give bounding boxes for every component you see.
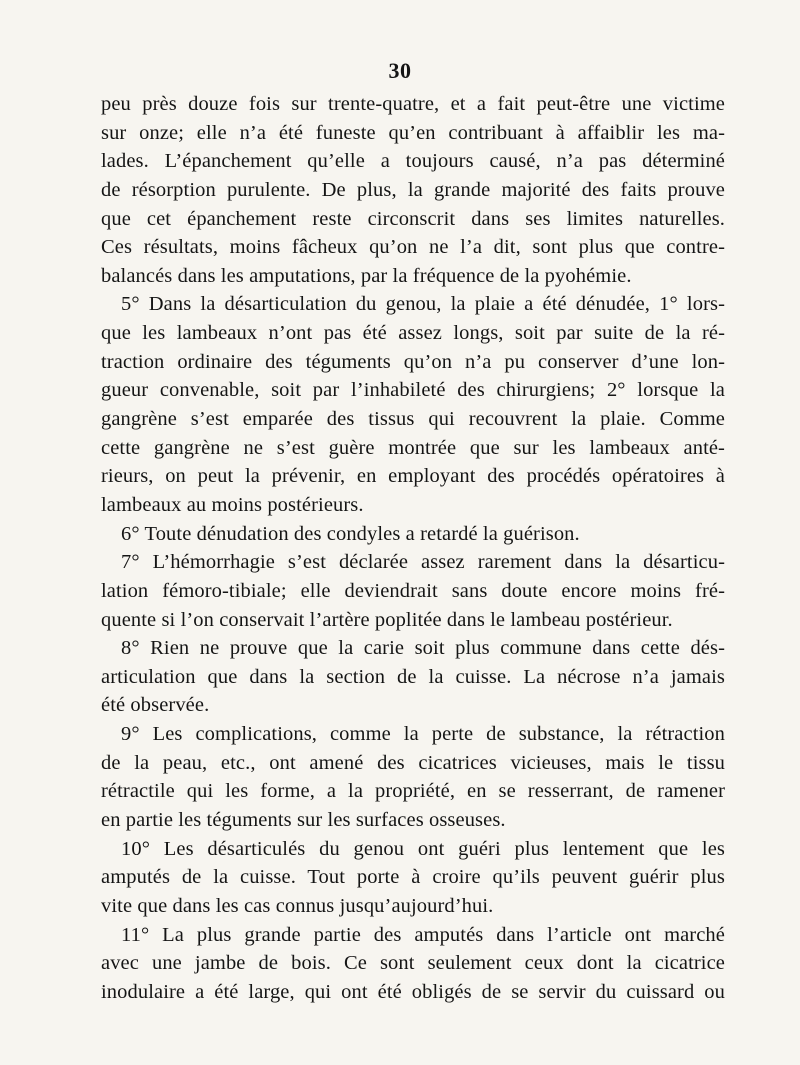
- text-line: 9° Les complications, comme la perte de substance, la rétraction: [121, 723, 725, 746]
- text-line: 7° L’hémorrhagie s’est déclarée assez rarement dans la désarticu-: [121, 551, 725, 574]
- text-line: 6° Toute dénudation des condyles a retardé la guérison.: [121, 522, 580, 545]
- text-line: que cet épanchement reste circonscrit dans ses limites naturelles.: [101, 207, 725, 230]
- text-line: en partie les téguments sur les surfaces osseuses.: [101, 809, 506, 832]
- text-line: lambeaux au moins postérieurs.: [101, 493, 364, 516]
- text-line: 11° La plus grande partie des amputés dans l’article ont marché: [121, 923, 725, 946]
- text-line: traction ordinaire des téguments qu’on n’a pu conserver d’une lon-: [101, 350, 725, 373]
- text-line: avec une jambe de bois. Ce sont seulement ceux dont la cicatrice: [101, 952, 725, 975]
- body-text: [101, 90, 725, 1007]
- text-line: été observée.: [101, 694, 210, 717]
- text-line: cette gangrène ne s’est guère montrée que sur les lambeaux anté-: [101, 436, 725, 459]
- text-line: lades. L’épanchement qu’elle a toujours causé, n’a pas déterminé: [101, 150, 725, 173]
- text-line: de la peau, etc., ont amené des cicatrices vicieuses, mais le tissu: [101, 751, 725, 774]
- text-line: quente si l’on conservait l’artère poplitée dans le lambeau postérieur.: [101, 608, 673, 631]
- text-line: 10° Les désarticulés du genou ont guéri plus lentement que les: [121, 837, 725, 860]
- text-line: articulation que dans la section de la cuisse. La nécrose n’a jamais: [101, 665, 725, 688]
- text-line: gangrène s’est emparée des tissus qui recouvrent la plaie. Comme: [101, 408, 725, 431]
- text-line: gueur convenable, soit par l’inhabileté des chirurgiens; 2° lorsque la: [101, 379, 725, 402]
- text-line: Ces résultats, moins fâcheux qu’on ne l’a dit, sont plus que contre-: [101, 236, 725, 259]
- text-line: inodulaire a été large, qui ont été obligés de se servir du cuissard ou: [101, 980, 725, 1003]
- text-line: balancés dans les amputations, par la fréquence de la pyohémie.: [101, 264, 632, 287]
- text-line: de résorption purulente. De plus, la grande majorité des faits prouve: [101, 178, 725, 201]
- page-number: 30: [388, 58, 412, 83]
- text-line: que les lambeaux n’ont pas été assez longs, soit par suite de la ré-: [101, 322, 725, 345]
- text-line: vite que dans les cas connus jusqu’aujourd’hui.: [101, 894, 494, 917]
- text-line: rieurs, on peut la prévenir, en employant des procédés opératoires à: [101, 465, 725, 488]
- text-line: amputés de la cuisse. Tout porte à croire qu’ils peuvent guérir plus: [101, 866, 725, 889]
- text-line: 5° Dans la désarticulation du genou, la plaie a été dénudée, 1° lors-: [121, 293, 725, 316]
- text-line: lation fémoro-tibiale; elle deviendrait sans doute encore moins fré-: [101, 579, 725, 602]
- text-line: rétractile qui les forme, a la propriété, en se resserrant, de ramener: [101, 780, 725, 803]
- text-line: sur onze; elle n’a été funeste qu’en contribuant à affaiblir les ma-: [101, 121, 725, 144]
- text-line: 8° Rien ne prouve que la carie soit plus commune dans cette dés-: [121, 637, 725, 660]
- text-line: peu près douze fois sur trente-quatre, et a fait peut-être une victime: [101, 93, 725, 115]
